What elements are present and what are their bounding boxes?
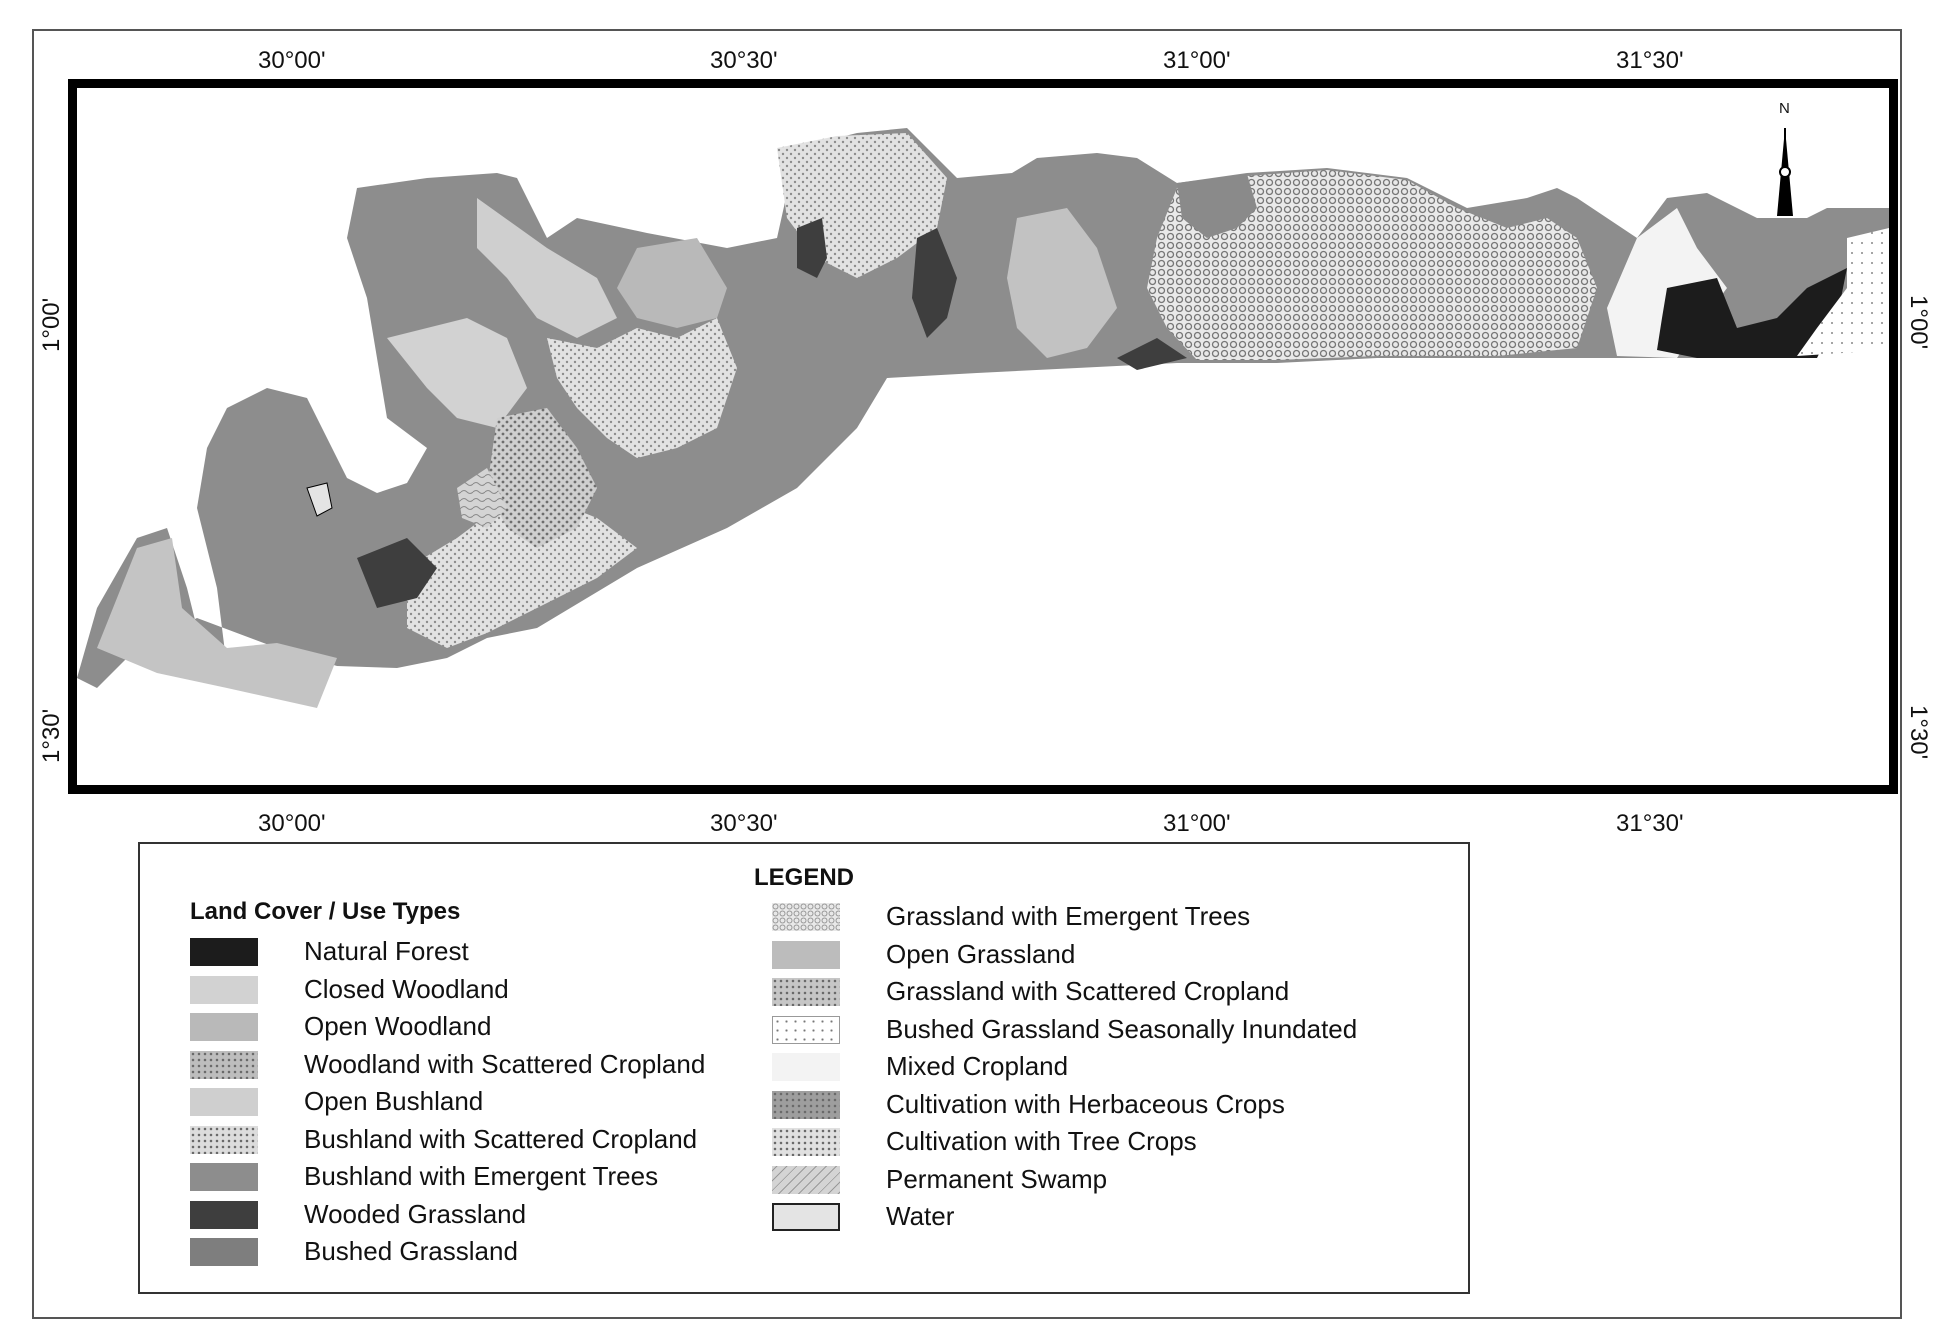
top-tick-30-00: 30°00'	[258, 47, 326, 74]
legend-label: Permanent Swamp	[886, 1163, 1108, 1194]
bottom-tick-30-00: 30°00'	[258, 810, 326, 837]
legend-swatch	[190, 1163, 258, 1191]
legend-swatch	[190, 1051, 258, 1079]
legend-label: Bushland with Scattered Cropland	[304, 1123, 698, 1154]
legend-swatch	[772, 1128, 840, 1156]
legend-label: Water	[886, 1201, 955, 1231]
legend-label: Grassland with Scattered Cropland	[886, 976, 1290, 1006]
legend-label: Open Grassland	[886, 938, 1076, 969]
legend-subtitle: Land Cover / Use Types	[190, 898, 461, 925]
right-tick-1-00: 1°00'	[1905, 295, 1932, 350]
bottom-tick-31-30: 31°30'	[1616, 810, 1684, 837]
legend-label: Bushland with Emergent Trees	[304, 1161, 659, 1191]
legend-swatch	[190, 976, 258, 1004]
legend-title: LEGEND	[753, 864, 854, 891]
legend-label: Cultivation with Herbaceous Crops	[886, 1088, 1285, 1119]
region-bushed-grassland-west	[77, 128, 1889, 688]
legend-swatch	[772, 1053, 840, 1081]
legend-swatch	[772, 1203, 840, 1231]
legend-swatch	[772, 1166, 840, 1194]
legend-label: Closed Woodland	[304, 973, 509, 1004]
top-tick-30-30: 30°30'	[710, 47, 778, 74]
north-arrow-icon	[1777, 128, 1793, 216]
legend-swatch	[190, 1201, 258, 1229]
legend-label: Open Woodland	[304, 1011, 492, 1041]
legend-label: Bushed Grassland Seasonally Inundated	[886, 1013, 1358, 1044]
legend-swatch	[772, 941, 840, 969]
legend-label: Grassland with Emergent Trees	[886, 901, 1251, 931]
top-tick-31-30: 31°30'	[1616, 47, 1684, 74]
legend	[138, 842, 1470, 1294]
legend-label: Wooded Grassland	[304, 1198, 527, 1229]
bottom-tick-31-00: 31°00'	[1163, 810, 1231, 837]
legend-swatch	[190, 938, 258, 966]
legend-label: Open Bushland	[304, 1086, 484, 1116]
legend-label: Bushed Grassland	[304, 1236, 518, 1266]
land-cover-map	[68, 79, 1898, 794]
map-canvas	[77, 88, 1889, 785]
legend-swatch	[772, 978, 840, 1006]
legend-swatch	[772, 1016, 840, 1044]
legend-swatch	[190, 1126, 258, 1154]
legend-label: Woodland with Scattered Cropland	[304, 1048, 706, 1079]
top-tick-31-00: 31°00'	[1163, 47, 1231, 74]
left-tick-1-30: 1°30'	[38, 708, 65, 763]
legend-label: Mixed Cropland	[886, 1051, 1069, 1081]
right-tick-1-30: 1°30'	[1905, 705, 1932, 760]
legend-label: Cultivation with Tree Crops	[886, 1126, 1197, 1156]
legend-swatch	[190, 1013, 258, 1041]
legend-swatch	[772, 1091, 840, 1119]
legend-label: Natural Forest	[304, 936, 469, 966]
left-tick-1-00: 1°00'	[38, 297, 65, 352]
bottom-tick-30-30: 30°30'	[710, 810, 778, 837]
legend-swatch	[190, 1238, 258, 1266]
legend-swatch	[772, 903, 840, 931]
north-arrow-label: N	[1779, 100, 1790, 117]
legend-swatch	[190, 1088, 258, 1116]
